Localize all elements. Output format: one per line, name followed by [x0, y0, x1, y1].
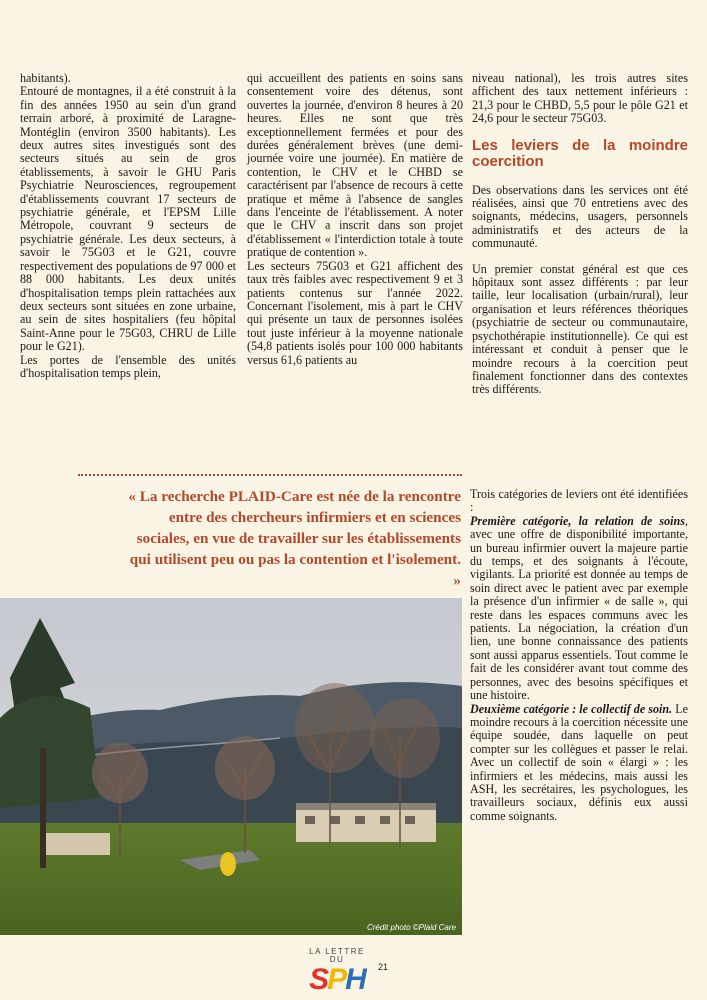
magazine-logo: [302, 948, 372, 994]
paragraph: Entouré de montagnes, il a été construit à la fin des années 1950 au sein d'un grand terrain arboré, à proximité de Laragne-Montéglin (environ 3500 habitants). Les deux autres sites investigués sont des secteurs situés au sein de gros établissements, à savoir le GHU Paris Psychiatrie Neurosciences, regroupement d'établissements couvrant 17 secteurs de psychiatrie générale, et l'EPSM Lille Métropole, couvrant 9 secteurs de psychiatrie générale. Les deux secteurs, à savoir le 75G03 et le G21, couvre respectivement des populations de 97 000 et 88 000 habitants. Les deux unités d'hospitalisation temps plein rattachées aux deux secteurs sont situées en zone urbaine, au sein de sites hospitaliers (feu hôpital Saint-Anne pour le 75G03, CHRU de Lille pour le G21).: [20, 84, 236, 354]
logo-caption: LA LETTRE DU: [309, 947, 365, 964]
text-column-2: [247, 72, 463, 367]
logo-letter: S: [309, 963, 328, 996]
paragraph: Les portes de l'ensemble des unités d'hospitalisation temps plein,: [20, 352, 236, 380]
category-text: Le moindre recours à la coercition nécessite une équipe soudée, dans laquelle on peut compter sur les collègues et passer le relai. Avec un collectif de soin « élargi » : les infirmiers et les médecins, mais aussi les ASH, les secrétaires, les psychologues, les travailleurs sociaux, définis eux aussi comme soignants.: [470, 701, 689, 823]
pull-quote: « La recherche PLAID-Care est née de la rencontre entre des chercheurs infirmiers et en sciences sociales, en vue de travailler sur les établissements qui utilisent peu ou pas la contention et l'isolement. »: [128, 488, 461, 589]
photo-illustration: [0, 598, 462, 935]
category-title: Première catégorie, la relation de soins: [470, 513, 685, 528]
text-column-4: [470, 488, 688, 823]
paragraph: Les secteurs 75G03 et G21 affichent des taux très faibles avec respectivement 9 et 3 patients contenus sur l'année 2022. Concernant l'isolement, mis à part le CHV qui présente un taux de personnes isolées tout juste inférieur à la moyenne nationale (54,8 patients isolés pour 100 000 habitants versus 61,6 patients au: [247, 258, 463, 367]
text-column-3: [472, 72, 688, 397]
paragraph: [470, 515, 688, 703]
category-text: , avec une offre de disponibilité importante, un bureau infirmier ouvert la majeure partie du temps, et des soignants à l'écoute, vigilants. La priorité est donnée au temps de soin direct avec le patient avec par exemple la présence d'un infirmier « de salle », qui reste dans les espaces communs avec les patients. La négociation, la création d'un lien, une bonne connaissance des patients sont aussi apparus essentiels. Tout comme le fait de les considérer avant tout comme des personnes, avec des besoins spécifiques et une histoire.: [470, 513, 688, 703]
text-column-1: [20, 72, 236, 380]
logo-letters: [302, 964, 372, 996]
paragraph: Trois catégories de leviers ont été identifiées :: [470, 487, 688, 515]
logo-letter: P: [327, 963, 346, 996]
landscape-photo: [0, 598, 462, 935]
quote-divider: [78, 474, 462, 476]
paragraph: habitants).: [20, 71, 71, 85]
category-title: Deuxième catégorie : le collectif de soin.: [470, 701, 673, 716]
section-heading: Les leviers de la moindre coercition: [472, 136, 688, 170]
page-number: 21: [378, 962, 389, 972]
logo-letter: H: [345, 963, 365, 996]
paragraph: Des observations dans les services ont été réalisées, ainsi que 70 entretiens avec des soignants, médecins, usagers, personnels administratifs et des acteurs de la communauté.: [472, 182, 688, 251]
paragraph: [470, 703, 688, 824]
photo-credit: Crédit photo ©Plaid Care: [366, 923, 456, 932]
paragraph: niveau national), les trois autres sites affichent des taux nettement inférieurs : 21,3 pour le CHBD, 5,5 pour le pôle G21 et 24,6 pour le secteur 75G03.: [472, 71, 688, 126]
paragraph: qui accueillent des patients en soins sans consentement voire des détenus, sont ouvertes la journée, d'environ 8 heures à 20 heures. Elles ne sont que très exceptionnellement fermées et pour des durées généralement brèves (une demi-journée voire une journée). En matière de contention, le CHV et le CHBD se caractérisent par l'absence de recours à cette pratique et même à l'absence de sangles dans l'enceinte de l'établissement. A noter que le CHV a inscrit dans son projet d'établissement « l'interdiction totale à toute pratique de contention ».: [247, 71, 463, 260]
paragraph: Un premier constat général est que ces hôpitaux sont assez différents : par leur taille, leur localisation (urbain/rural), leur organisation et leurs références théoriques (psychiatrie de secteur ou communautaire, psychothérapie institutionnelle). Ce qui est intéressant et conduit à penser que le moindre recours à la coercition peut finalement fonctionner dans des contextes très différents.: [472, 261, 688, 397]
